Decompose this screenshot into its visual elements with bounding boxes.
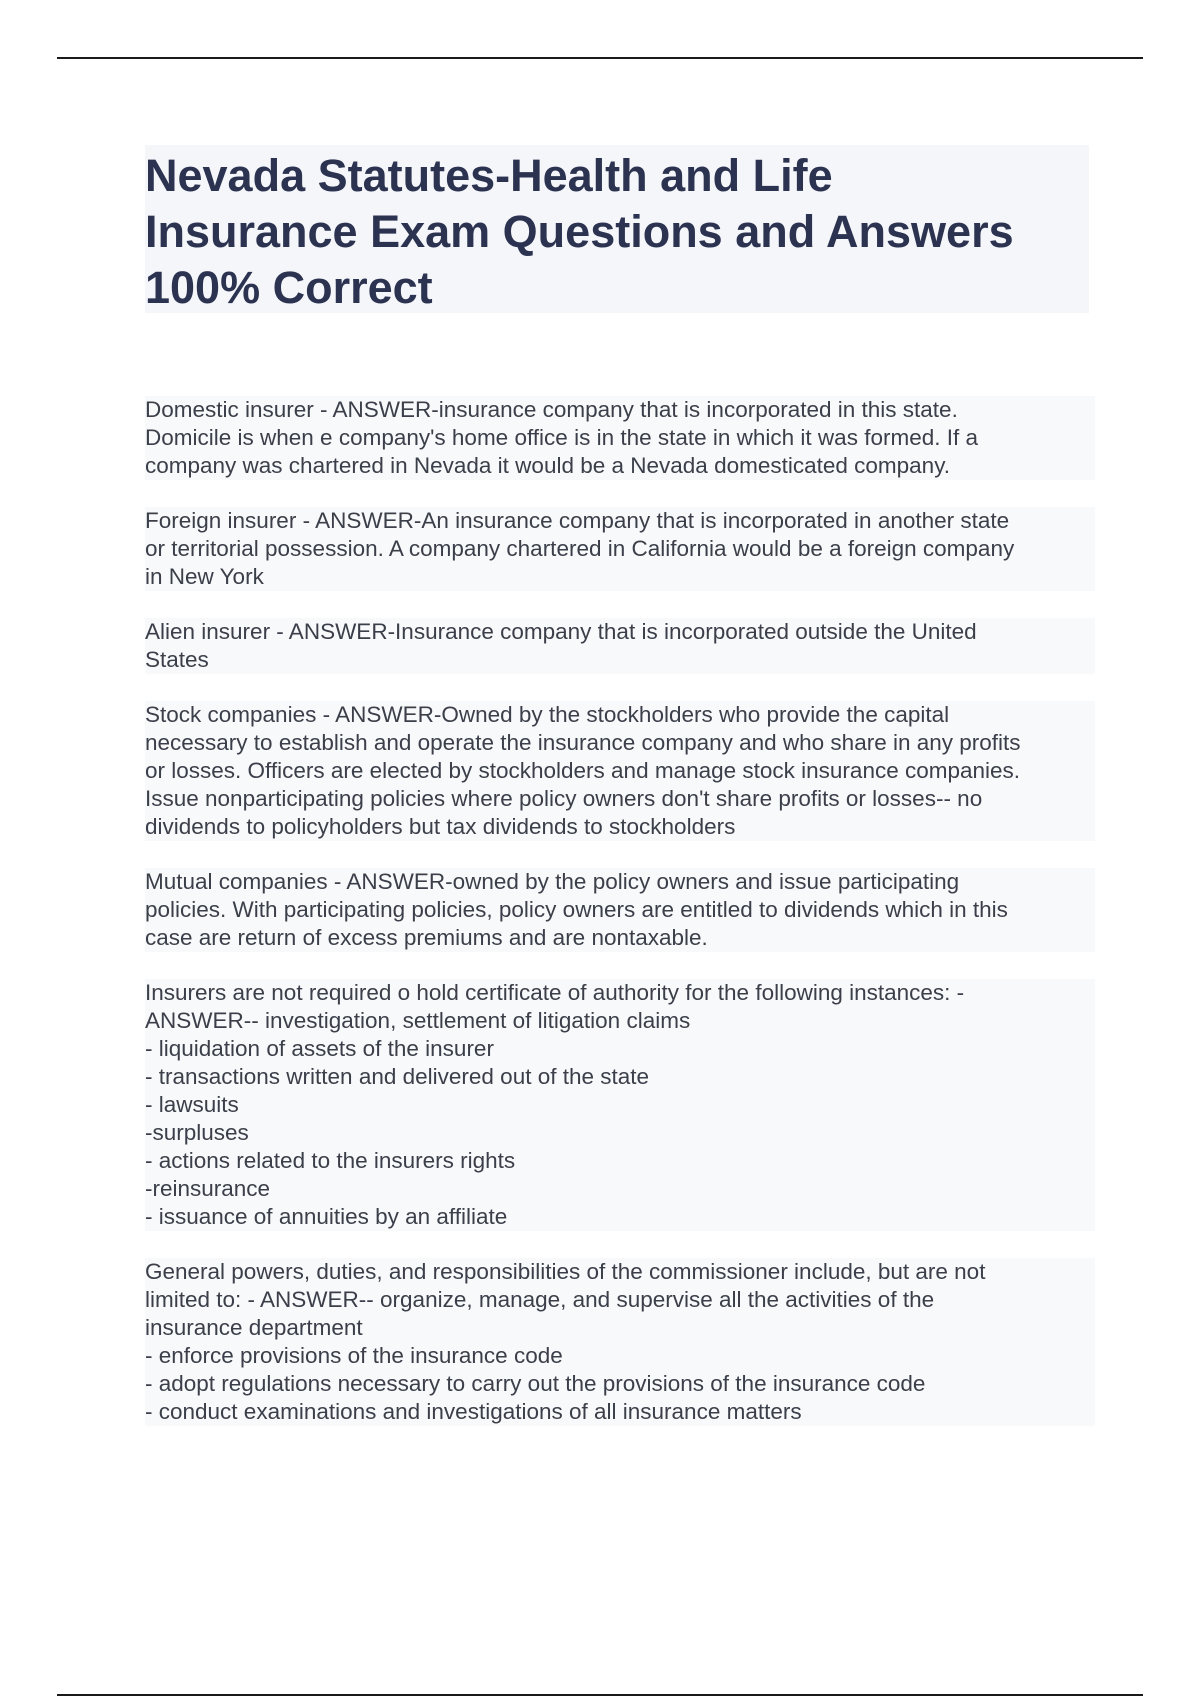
list-line: -reinsurance	[145, 1176, 271, 1201]
text-line: Insurers are not required o hold certificate of authority for the following instances: -	[145, 980, 965, 1005]
text-line: General powers, duties, and responsibilities of the commissioner include, but are not	[145, 1259, 986, 1284]
text-line: Alien insurer - ANSWER-Insurance company that is incorporated outside the United	[145, 619, 977, 644]
qa-entry-stock-companies	[145, 701, 1095, 841]
text-line: dividends to policyholders but tax dividends to stockholders	[145, 814, 736, 839]
qa-entry-domestic-insurer	[145, 396, 1095, 480]
qa-entry-alien-insurer	[145, 618, 1095, 674]
footer-rule	[57, 1694, 1143, 1696]
list-line: - transactions written and delivered out of the state	[145, 1064, 650, 1089]
text-line: ANSWER-- investigation, settlement of litigation claims	[145, 1008, 691, 1033]
qa-entry-certificate-of-authority	[145, 979, 1095, 1231]
text-line: Domestic insurer - ANSWER-insurance company that is incorporated in this state.	[145, 397, 958, 422]
qa-entry-foreign-insurer	[145, 507, 1095, 591]
text-line: Mutual companies - ANSWER-owned by the policy owners and issue participating	[145, 869, 960, 894]
list-line: -surpluses	[145, 1120, 249, 1145]
list-line: - conduct examinations and investigations of all insurance matters	[145, 1399, 802, 1424]
list-line: - enforce provisions of the insurance code	[145, 1343, 563, 1368]
text-line: necessary to establish and operate the insurance company and who share in any profits	[145, 730, 1021, 755]
text-line: insurance department	[145, 1315, 363, 1340]
text-line: States	[145, 647, 209, 672]
text-line: or territorial possession. A company chartered in California would be a foreign company	[145, 536, 1015, 561]
text-line: limited to: - ANSWER-- organize, manage, and supervise all the activities of the	[145, 1287, 935, 1312]
text-line: in New York	[145, 564, 264, 589]
text-line: company was chartered in Nevada it would be a Nevada domesticated company.	[145, 453, 951, 478]
text-line: Stock companies - ANSWER-Owned by the stockholders who provide the capital	[145, 702, 950, 727]
qa-entry-commissioner-powers	[145, 1258, 1095, 1426]
header-rule	[57, 57, 1143, 59]
text-line: policies. With participating policies, policy owners are entitled to dividends which in this	[145, 897, 1008, 922]
text-line: or losses. Officers are elected by stockholders and manage stock insurance companies.	[145, 758, 1021, 783]
title-line: Nevada Statutes-Health and Life	[145, 150, 833, 201]
qa-entry-mutual-companies	[145, 868, 1095, 952]
title-block	[145, 145, 1089, 313]
text-line: Foreign insurer - ANSWER-An insurance company that is incorporated in another state	[145, 508, 1010, 533]
title-line: 100% Correct	[145, 262, 433, 313]
list-line: - actions related to the insurers rights	[145, 1148, 516, 1173]
text-line: Domicile is when e company's home office is in the state in which it was formed. If a	[145, 425, 978, 450]
list-line: - liquidation of assets of the insurer	[145, 1036, 494, 1061]
text-line: Issue nonparticipating policies where policy owners don't share profits or losses-- no	[145, 786, 983, 811]
list-line: - adopt regulations necessary to carry out the provisions of the insurance code	[145, 1371, 926, 1396]
document-title	[145, 145, 1089, 316]
title-line: Insurance Exam Questions and Answers	[145, 206, 1014, 257]
qa-list	[145, 396, 1095, 1453]
list-line: - issuance of annuities by an affiliate	[145, 1204, 508, 1229]
text-line: case are return of excess premiums and are nontaxable.	[145, 925, 708, 950]
list-line: - lawsuits	[145, 1092, 239, 1117]
